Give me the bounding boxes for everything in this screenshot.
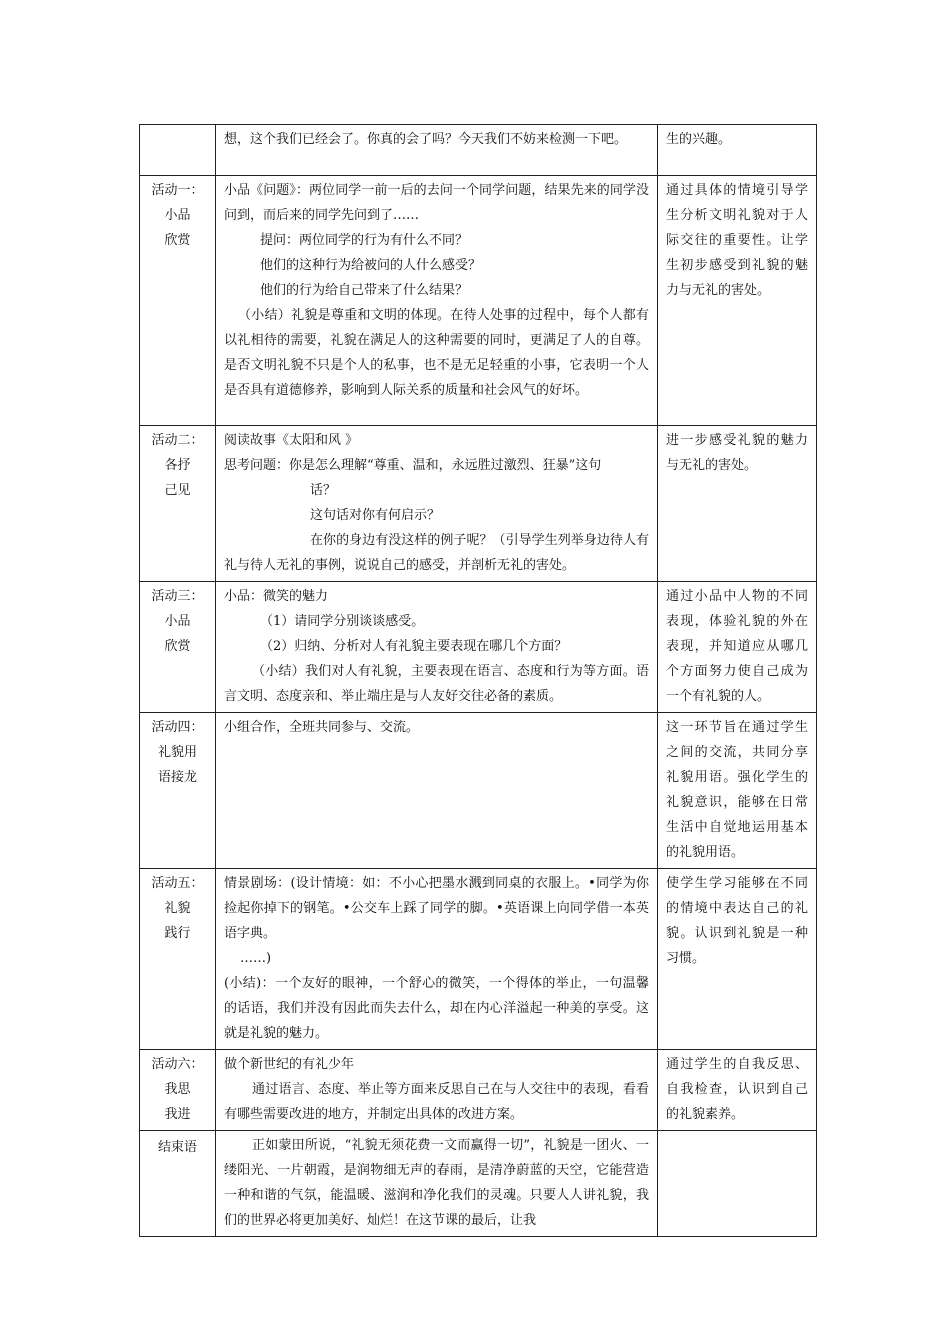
content-text: 正如蒙田所说，“礼貌无须花费一文而赢得一切”，礼貌是一团火、一缕阳光、一片朝霞，是润物细无声的春雨，是清净蔚蓝的天空，它能营造一种和谐的气氛，能温暖、滋润和净化我们的灵魂。只要人人讲礼貌，我们的世界必将更加美好、灿烂！在这节课的最后，让我 [224,1138,649,1228]
table-row [140,582,817,713]
content-text: （小结）我们对人有礼貌，主要表现在语言、态度和行为等方面。语言文明、态度亲和、举止端庄是与人友好交往必备的素质。 [224,664,649,704]
activity-label: 活动六： [151,1057,204,1072]
table-row [140,869,817,1050]
table-row [140,176,817,426]
lesson-plan-table [139,124,817,1237]
activity-label: 语接龙 [157,770,197,785]
table-row [140,1050,817,1131]
activity-cell [140,869,216,1050]
activity-cell [140,176,216,426]
activity-label: 活动二： [151,433,204,448]
content-text: 做个新世纪的有礼少年 [224,1057,355,1072]
table-row [140,1131,817,1237]
activity-cell [140,426,216,582]
content-cell [216,125,658,176]
content-text: 想，这个我们已经会了。你真的会了吗？今天我们不妨来检测一下吧。 [224,132,628,147]
activity-label: 小品 [164,208,191,223]
activity-label: 活动一： [151,183,204,198]
activity-label: 活动四： [151,720,204,735]
content-text: (小结)：一个友好的眼神，一个舒心的微笑，一个得体的举止，一句温馨的话语，我们并没有因此而失去什么，却在内心洋溢起一种美的享受。这就是礼貌的魅力。 [224,976,649,1041]
activity-label: 欣赏 [164,639,191,654]
goal-cell [658,426,817,582]
content-text: 在你的身边有没这样的例子呢？（引导学生列举身边待人有礼与待人无礼的事例，说说自己的感受，并剖析无礼的害处。 [224,533,649,573]
activity-label: 各抒 [164,458,191,473]
activity-cell [140,1050,216,1131]
activity-label: 小品 [164,614,191,629]
activity-label: 我进 [164,1107,191,1122]
content-cell [216,713,658,869]
goal-cell [658,582,817,713]
content-text: 思考问题：你是怎么理解“尊重、温和，永远胜过激烈、狂暴”这句 [224,458,602,473]
goal-text: 通过具体的情境引导学生分析文明礼貌对于人际交往的重要性。让学生初步感受到礼貌的魅力与无礼的害处。 [666,183,808,298]
goal-cell [658,1050,817,1131]
content-text: 话？ [310,483,337,498]
table-row [140,713,817,869]
content-cell [216,1050,658,1131]
goal-text: 进一步感受礼貌的魅力与无礼的害处。 [666,433,808,473]
content-cell [216,869,658,1050]
activity-label: 活动三： [151,589,204,604]
goal-text: 这一环节旨在通过学生之间的交流，共同分享礼貌用语。强化学生的礼貌意识，能够在日常生活中自觉地运用基本的礼貌用语。 [666,720,808,860]
content-text: 他们的这种行为给被问的人什么感受？ [260,258,482,273]
content-text: 小品：微笑的魅力 [224,589,329,604]
content-text: 情景剧场：(设计情境：如：不小心把墨水溅到同桌的衣服上。•同学为你捡起你掉下的钢笔。•公交车上踩了同学的脚。•英语课上向同学借一本英语字典。 [224,876,649,941]
table-row [140,426,817,582]
content-text: 他们的行为给自己带来了什么结果？ [260,283,469,298]
goal-cell [658,176,817,426]
activity-cell [140,713,216,869]
content-cell [216,176,658,426]
content-text: （2）归纳、分析对人有礼貌主要表现在哪几个方面？ [260,639,568,654]
activity-cell [140,1131,216,1237]
goal-text: 生的兴趣。 [666,132,732,147]
goal-cell [658,713,817,869]
table-row [140,125,817,176]
activity-label: 活动五： [151,876,204,891]
goal-text: 通过小品中人物的不同表现，体验礼貌的外在表现，并知道应从哪几个方面努力使自己成为一个有礼貌的人。 [666,589,808,704]
content-text: 阅读故事《太阳和风 》 [224,433,359,448]
content-cell [216,426,658,582]
goal-text: 使学生学习能够在不同的情境中表达自己的礼貌。认识到礼貌是一种习惯。 [666,876,808,966]
goal-cell [658,125,817,176]
content-text: 这句话对你有何启示？ [310,508,441,523]
goal-text: 通过学生的自我反思、自我检查，认识到自己的礼貌素养。 [666,1057,808,1122]
activity-label: 欣赏 [164,233,191,248]
activity-label: 礼貌 [164,901,191,916]
goal-cell [658,1131,817,1237]
activity-label: 己见 [164,483,191,498]
activity-label: 礼貌用 [157,745,197,760]
activity-label: 我思 [164,1082,191,1097]
activity-label: 践行 [164,926,191,941]
content-text: 小品《问题》：两位同学一前一后的去问一个同学问题，结果先来的同学没问到，而后来的同学先问到了…… [224,183,649,223]
activity-label: 结束语 [157,1140,197,1155]
content-text: 小组合作，全班共同参与、交流。 [224,720,420,735]
goal-cell [658,869,817,1050]
content-text: ……) [240,951,272,966]
activity-cell [140,582,216,713]
content-text: 通过语言、态度、举止等方面来反思自己在与人交往中的表现，看看有哪些需要改进的地方，并制定出具体的改进方案。 [224,1082,649,1122]
content-cell [216,1131,658,1237]
content-cell [216,582,658,713]
content-text: （小结）礼貌是尊重和文明的体现。在待人处事的过程中，每个人都有以礼相待的需要，礼貌在满足人的这种需要的同时，更满足了人的自尊。是否文明礼貌不只是个人的私事，也不是无足轻重的小事，它表明一个人是否具有道德修养，影响到人际关系的质量和社会风气的好坏。 [224,308,649,398]
activity-cell [140,125,216,176]
content-text: （1）请同学分别谈谈感受。 [260,614,425,629]
content-text: 提问：两位同学的行为有什么不同？ [260,233,469,248]
